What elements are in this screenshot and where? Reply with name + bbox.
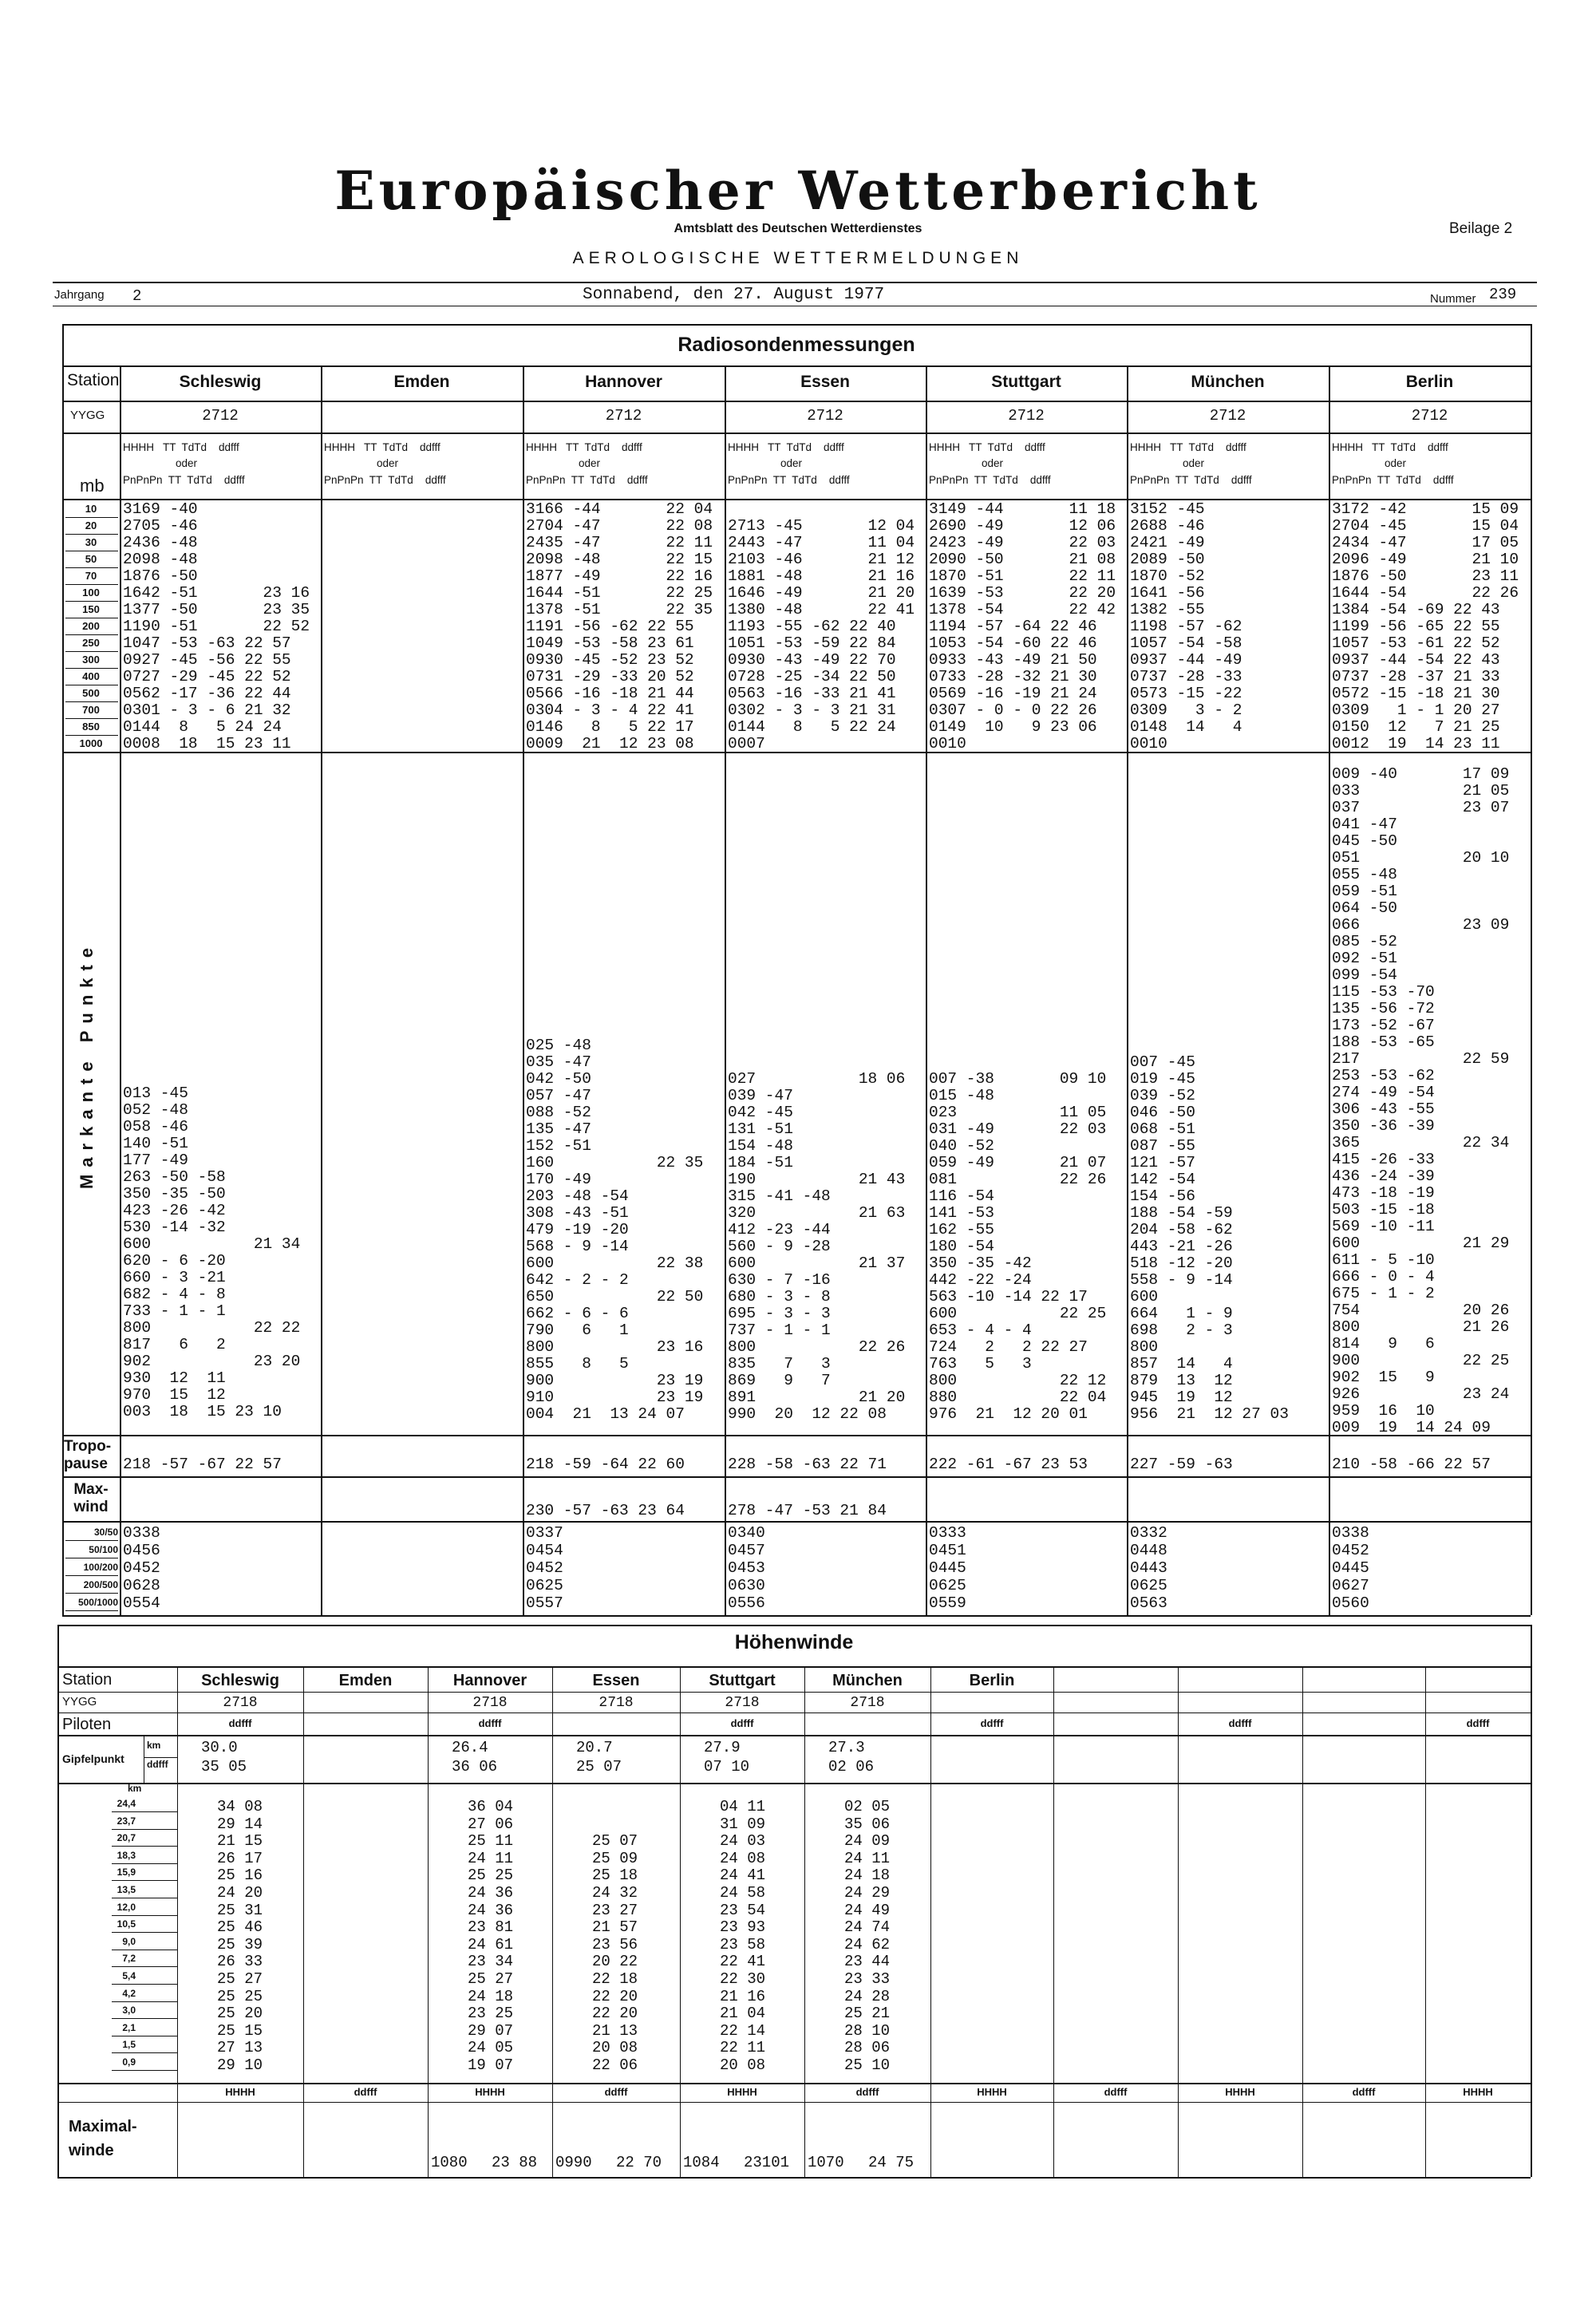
gipfel-ddfff: 35 05 <box>201 1758 247 1776</box>
level-label: 20 <box>85 519 97 531</box>
station-name: Berlin <box>1405 373 1454 391</box>
tropopause: 228 -58 -63 22 71 <box>728 1456 887 1473</box>
marked-points: 007 -38 09 10 015 -48 023 11 05 031 -49 22 03 040 -52 059 -49 21 07 081 22 26 116 -54 141 -53 162 -55 180 -54 350 -35 -42 442 -22 -24 563 -10 -14 22 17 600 22 25 653 - 4 - 4 724 2 2 22 27 763 5 3 800 22 12 880 22 04 976 21 12 20 01 <box>929 1070 1107 1423</box>
maximalwinde-label: Maximal- winde <box>69 2118 137 2159</box>
wind-shear: 0338 0452 0445 0627 0560 <box>1332 1524 1369 1612</box>
rule <box>57 1625 59 2177</box>
col-head-top: HHHH TT TdTd ddfff <box>1332 441 1448 453</box>
level-label: 50 <box>85 553 97 565</box>
shear-label: 500/1000 <box>77 1597 118 1608</box>
level-label: 500 <box>82 687 100 699</box>
rule <box>552 1666 553 2177</box>
wind-values: 25 07 25 09 25 18 24 32 23 27 21 57 23 56 20 22 22 18 22 20 22 20 21 13 20 08 22 06 <box>592 1832 638 2074</box>
km-label: km <box>128 1783 142 1794</box>
tropopause: 222 -61 -67 23 53 <box>929 1456 1088 1473</box>
level-label: 150 <box>82 603 100 615</box>
beilage-label: Beilage 2 <box>1449 220 1513 237</box>
col-head-top: HHHH TT TdTd ddfff <box>1130 441 1246 453</box>
wind-station-name: Schleswig <box>201 1672 279 1689</box>
jahrgang-label: Jahrgang <box>54 288 105 302</box>
station-yygg: 2712 <box>807 407 843 425</box>
station-yygg: 2712 <box>1411 407 1448 425</box>
level-label: 200 <box>82 620 100 632</box>
col-head-top: HHHH TT TdTd ddfff <box>526 441 642 453</box>
wind-station-name: Emden <box>338 1672 393 1689</box>
rule <box>57 2083 1531 2084</box>
gipfel-km: 27.3 <box>828 1739 865 1756</box>
rule <box>120 365 121 1615</box>
rule <box>65 1610 118 1611</box>
nummer-value: 239 <box>1489 286 1517 303</box>
rule <box>62 1435 1531 1436</box>
gipfel-ddfff: 36 06 <box>452 1758 498 1776</box>
piloten-ddfff: ddfff <box>730 1717 754 1729</box>
maxwind-col-head: ddfff <box>1104 2086 1128 2098</box>
rule <box>1329 365 1330 1615</box>
wind-level: 15,9 <box>117 1867 136 1878</box>
rule <box>62 499 1531 500</box>
rule <box>62 365 1531 367</box>
rule <box>1425 1666 1426 2177</box>
col-head-oder: oder <box>176 457 198 469</box>
wind-station-name: Essen <box>592 1672 640 1689</box>
tropopause: 218 -57 -67 22 57 <box>123 1456 282 1473</box>
gipfel-km: 20.7 <box>576 1739 613 1756</box>
col-head-bot: PnPnPn TT TdTd ddfff <box>929 474 1051 486</box>
tropopause: 227 -59 -63 <box>1130 1456 1233 1473</box>
maxwind: 230 -57 -63 23 64 <box>526 1502 685 1519</box>
col-head-oder: oder <box>1183 457 1205 469</box>
maxwind-hhhh: 1084 <box>683 2154 720 2171</box>
std-levels: 3169 -40 2705 -46 2436 -48 2098 -48 1876 -50 1642 -51 23 16 1377 -50 23 35 1190 -51 22 52 1047 -53 -63 22 57 0927 -45 -56 22 55 0727 -29 -45 22 52 0562 -17 -36 22 44 0301 - 3 - 6 21 32 0144 8 5 24 24 0008 18 15 23 11 <box>123 500 310 753</box>
std-levels: 3149 -44 11 18 2690 -49 12 06 2423 -49 22 03 2090 -50 21 08 1870 -51 22 11 1639 -53 22 20 1378 -54 22 42 1194 -57 -64 22 46 1053 -54 -60 22 46 0933 -43 -49 21 50 0733 -28 -32 21 30 0569 -16 -19 21 24 0307 - 0 - 0 22 26 0149 10 9 23 06 0010 <box>929 500 1116 753</box>
station-label: Station <box>67 371 120 389</box>
col-head-oder: oder <box>982 457 1004 469</box>
wind-station-yygg: 2718 <box>850 1695 885 1711</box>
gipfel-ddfff: 25 07 <box>576 1758 622 1776</box>
level-label: 70 <box>85 570 97 582</box>
wind-shear: 0337 0454 0452 0625 0557 <box>526 1524 563 1612</box>
col-head-top: HHHH TT TdTd ddfff <box>929 441 1045 453</box>
rule <box>177 1666 178 2177</box>
rule <box>1302 1666 1303 2177</box>
hoehenwinde-title: Höhenwinde <box>734 1631 854 1653</box>
gipfel-ddfff-label: ddfff <box>147 1759 168 1770</box>
station-yygg: 2712 <box>1008 407 1045 425</box>
station-name: Essen <box>800 373 850 391</box>
wind-station-yygg: 2718 <box>598 1695 634 1711</box>
rule <box>1127 365 1128 1615</box>
rule <box>112 2070 177 2071</box>
tropopause: 210 -58 -66 22 57 <box>1332 1456 1491 1473</box>
tropopause-label: Tropo- pause <box>64 1438 112 1472</box>
maxwind-hhhh: 1070 <box>808 2154 844 2171</box>
rule <box>65 1575 118 1576</box>
col-head-oder: oder <box>1385 457 1407 469</box>
piloten-ddfff: ddfff <box>980 1717 1004 1729</box>
level-label: 850 <box>82 721 100 733</box>
col-head-top: HHHH TT TdTd ddfff <box>324 441 440 453</box>
maxwind-hhhh: 0990 <box>555 2154 592 2171</box>
piloten-label: Piloten <box>62 1716 112 1733</box>
maxwind-ddfff: 23 88 <box>492 2154 538 2171</box>
shear-label: 50/100 <box>89 1544 118 1555</box>
station-yygg: 2712 <box>605 407 642 425</box>
maxwind-col-head: ddfff <box>354 2086 377 2098</box>
wind-shear: 0333 0451 0445 0625 0559 <box>929 1524 966 1612</box>
station-name: Stuttgart <box>991 373 1061 391</box>
station-yygg: 2712 <box>1209 407 1246 425</box>
piloten-ddfff: ddfff <box>478 1717 502 1729</box>
wind-values: 36 04 27 06 25 11 24 11 25 25 24 36 24 36 23 81 24 61 23 34 25 27 24 18 23 25 29 07 24 05 19 07 <box>468 1798 514 2074</box>
shear-label: 100/200 <box>83 1562 118 1573</box>
col-head-oder: oder <box>377 457 399 469</box>
wind-level: 1,5 <box>122 2039 136 2051</box>
wind-values: 02 05 35 06 24 09 24 11 24 18 24 29 24 49 24 74 24 62 23 44 23 33 24 28 25 21 28 10 28 06 25 10 <box>844 1798 891 2074</box>
wind-station-name: Berlin <box>969 1672 1015 1689</box>
wind-level: 18,3 <box>117 1849 136 1861</box>
gipfel-km: 26.4 <box>452 1739 488 1756</box>
level-label: 100 <box>82 587 100 598</box>
col-head-top: HHHH TT TdTd ddfff <box>123 441 239 453</box>
std-levels: 2713 -45 12 04 2443 -47 11 04 2103 -46 21 12 1881 -48 21 16 1646 -49 21 20 1380 -48 22 41 1193 -55 -62 22 40 1051 -53 -59 22 84 0930 -43 -49 22 70 0728 -25 -34 22 50 0563 -16 -33 21 41 0302 - 3 - 3 21 31 0144 8 5 22 24 0007 <box>728 517 915 753</box>
gipfel-km-label: km <box>147 1740 161 1751</box>
rule <box>62 324 1531 326</box>
gipfel-km: 30.0 <box>201 1739 238 1756</box>
wind-station-label: Station <box>62 1671 113 1689</box>
wind-level: 10,5 <box>117 1918 136 1930</box>
maxwind-col-head: HHHH <box>727 2086 757 2098</box>
rule <box>62 324 64 1615</box>
maxwind-col-head: ddfff <box>855 2086 879 2098</box>
col-head-bot: PnPnPn TT TdTd ddfff <box>324 474 446 486</box>
issue-date: Sonnabend, den 27. August 1977 <box>583 286 885 304</box>
wind-level: 7,2 <box>122 1953 136 1965</box>
wind-values: 34 08 29 14 21 15 26 17 25 16 24 20 25 31 25 46 25 39 26 33 25 27 25 25 25 20 25 15 27 13 29 10 <box>217 1798 263 2074</box>
col-head-bot: PnPnPn TT TdTd ddfff <box>1130 474 1252 486</box>
wind-station-name: Hannover <box>452 1672 527 1689</box>
wind-station-name: München <box>832 1672 903 1689</box>
rule <box>65 1593 118 1594</box>
rule <box>57 2177 1531 2179</box>
marked-points: 025 -48 035 -47 042 -50 057 -47 088 -52 135 -47 152 -51 160 22 35 170 -49 203 -48 -54 308 -43 -51 479 -19 -20 568 - 9 -14 600 22 38 642 - 2 - 2 650 22 50 662 - 6 - 6 790 6 1 800 23 16 855 8 5 900 23 19 910 23 19 004 21 13 24 07 <box>526 1037 704 1423</box>
col-head-top: HHHH TT TdTd ddfff <box>728 441 844 453</box>
level-label: 700 <box>82 704 100 716</box>
rule <box>930 1666 931 2177</box>
gipfel-km: 27.9 <box>704 1739 741 1756</box>
piloten-ddfff: ddfff <box>1228 1717 1252 1729</box>
maxwind-ddfff: 23101 <box>744 2154 790 2171</box>
level-label: 400 <box>82 670 100 682</box>
tropopause: 218 -59 -64 22 60 <box>526 1456 685 1473</box>
rule <box>62 1615 1531 1617</box>
piloten-ddfff: ddfff <box>1466 1717 1490 1729</box>
wind-level: 12,0 <box>117 1901 136 1913</box>
level-label: 1000 <box>79 737 103 749</box>
wind-station-yygg: 2718 <box>472 1695 508 1711</box>
marked-points: 007 -45 019 -45 039 -52 046 -50 068 -51 087 -55 121 -57 142 -54 154 -56 188 -54 -59 204 -58 -62 443 -21 -26 518 -12 -20 558 - 9 -14 600 664 1 - 9 698 2 - 3 800 857 14 4 879 13 12 945 19 12 956 21 12 27 03 <box>1130 1053 1289 1423</box>
maxwind-col-head: HHHH <box>475 2086 505 2098</box>
rule <box>523 365 524 1615</box>
gipfel-ddfff: 07 10 <box>704 1758 750 1776</box>
rule <box>62 433 1531 434</box>
wind-level: 9,0 <box>122 1935 136 1947</box>
rule <box>57 1692 1531 1693</box>
maxwind-col-head: ddfff <box>604 2086 628 2098</box>
rule <box>57 1666 1531 1668</box>
page-title: Europäischer Wetterbericht <box>334 160 1262 222</box>
marked-points: 027 18 06 039 -47 042 -45 131 -51 154 -48 184 -51 190 21 43 315 -41 -48 320 21 63 412 -23 -44 560 - 9 -28 600 21 37 630 - 7 -16 680 - 3 - 8 695 - 3 - 3 737 - 1 - 1 800 22 26 835 7 3 869 9 7 891 21 20 990 20 12 22 08 <box>728 1070 906 1423</box>
wind-level: 20,7 <box>117 1832 136 1844</box>
maxwind-label: Max- wind <box>73 1481 109 1515</box>
wind-shear: 0340 0457 0453 0630 0556 <box>728 1524 765 1612</box>
std-levels: 3166 -44 22 04 2704 -47 22 08 2435 -47 22 11 2098 -48 22 15 1877 -49 22 16 1644 -51 22 25 1378 -51 22 35 1191 -56 -62 22 55 1049 -53 -58 23 61 0930 -45 -52 23 52 0731 -29 -33 20 52 0566 -16 -18 21 44 0304 - 3 - 4 22 41 0146 8 5 22 17 0009 21 12 23 08 <box>526 500 713 753</box>
mb-label: mb <box>80 476 105 496</box>
rule <box>303 1666 304 2177</box>
wind-level: 23,7 <box>117 1815 136 1827</box>
gipfel-label: Gipfelpunkt <box>62 1752 124 1765</box>
col-head-bot: PnPnPn TT TdTd ddfff <box>123 474 245 486</box>
maxwind-col-head: HHHH <box>1463 2086 1493 2098</box>
level-label: 30 <box>85 536 97 548</box>
wind-values: 04 11 31 09 24 03 24 08 24 41 24 58 23 54 23 93 23 58 22 41 22 30 21 16 21 04 22 14 22 11 20 08 <box>720 1798 766 2074</box>
rule <box>65 752 118 753</box>
std-levels: 3152 -45 2688 -46 2421 -49 2089 -50 1870 -52 1641 -56 1382 -55 1198 -57 -62 1057 -54 -58 0937 -44 -49 0737 -28 -33 0573 -15 -22 0309 3 - 2 0148 14 4 0010 <box>1130 500 1242 753</box>
rule <box>57 1783 1531 1784</box>
wind-shear: 0338 0456 0452 0628 0554 <box>123 1524 160 1612</box>
nummer-label: Nummer <box>1430 292 1476 306</box>
radiosonde-title: Radiosondenmessungen <box>678 334 915 356</box>
rule <box>321 365 322 1615</box>
wind-level: 0,9 <box>122 2056 136 2068</box>
shear-label: 30/50 <box>93 1527 118 1538</box>
maxwind-ddfff: 24 75 <box>868 2154 915 2171</box>
rule <box>57 2102 1531 2103</box>
maxwind-hhhh: 1080 <box>431 2154 468 2171</box>
rule <box>804 1666 805 2177</box>
col-head-bot: PnPnPn TT TdTd ddfff <box>728 474 850 486</box>
level-label: 300 <box>82 654 100 666</box>
rule <box>1531 324 1532 1615</box>
rule <box>57 1735 1531 1736</box>
level-label: 10 <box>85 503 97 515</box>
rule <box>1053 1666 1054 2177</box>
wind-shear: 0332 0448 0443 0625 0563 <box>1130 1524 1167 1612</box>
col-head-oder: oder <box>780 457 803 469</box>
wind-level: 5,4 <box>122 1970 136 1981</box>
station-name: Schleswig <box>179 373 262 391</box>
wind-level: 2,1 <box>122 2021 136 2033</box>
wind-level: 3,0 <box>122 2005 136 2017</box>
col-head-oder: oder <box>579 457 601 469</box>
jahrgang-value: 2 <box>132 287 142 305</box>
wind-level: 24,4 <box>117 1798 136 1809</box>
rule <box>65 1540 118 1541</box>
station-name: Emden <box>393 373 450 391</box>
station-yygg: 2712 <box>202 407 239 425</box>
rule <box>428 1666 429 2177</box>
marked-points-label: Markante Punkte <box>77 940 97 1189</box>
level-label: 250 <box>82 637 100 649</box>
gipfel-ddfff: 02 06 <box>828 1758 875 1776</box>
subtitle: Amtsblatt des Deutschen Wetterdienstes <box>674 222 922 235</box>
rule <box>725 365 726 1615</box>
yygg-label: YYGG <box>70 409 105 422</box>
col-head-bot: PnPnPn TT TdTd ddfff <box>526 474 648 486</box>
station-name: Hannover <box>585 373 662 391</box>
maxwind-col-head: ddfff <box>1352 2086 1376 2098</box>
wind-level: 13,5 <box>117 1884 136 1895</box>
maxwind-col-head: HHHH <box>225 2086 255 2098</box>
rule <box>1178 1666 1179 2177</box>
section-title: AEROLOGISCHE WETTERMELDUNGEN <box>572 249 1024 267</box>
maxwind-ddfff: 22 70 <box>616 2154 662 2171</box>
shear-label: 200/500 <box>83 1579 118 1590</box>
rule <box>62 401 1531 402</box>
maxwind-col-head: HHHH <box>1225 2086 1255 2098</box>
wind-yygg-label: YYGG <box>62 1695 97 1709</box>
marked-points: 009 -40 17 09 033 21 05 037 23 07 041 -47 045 -50 051 20 10 055 -48 059 -51 064 -50 066 23 09 085 -52 092 -51 099 -54 115 -53 -70 135 -56 -72 173 -52 -67 188 -53 -65 217 22 59 253 -53 -62 274 -49 -54 306 -43 -55 350 -36 -39 365 22 34 415 -26 -33 436 -24 -39 473 -18 -19 503 -15 -18 569 -10 -11 600 21 29 611 - 5 -10 666 - 0 - 4 675 - 1 - 2 754 20 26 800 21 26 814 9 6 900 22 25 902 15 9 926 23 24 959 16 10 009 19 14 24 09 <box>1332 765 1510 1436</box>
rule <box>926 365 927 1615</box>
marked-points: 013 -45 052 -48 058 -46 140 -51 177 -49 263 -50 -58 350 -35 -50 423 -26 -42 530 -14 -32 600 21 34 620 - 6 -20 660 - 3 -21 682 - 4 - 8 733 - 1 - 1 800 22 22 817 6 2 902 23 20 930 12 11 970 15 12 003 18 15 23 10 <box>123 1084 301 1420</box>
rule <box>144 1757 177 1758</box>
std-levels: 3172 -42 15 09 2704 -45 15 04 2434 -47 17 05 2096 -49 21 10 1876 -50 23 11 1644 -54 22 26 1384 -54 -69 22 43 1199 -56 -65 22 55 1057 -53 -61 22 52 0937 -44 -54 22 43 0737 -28 -37 21 33 0572 -15 -18 21 30 0309 1 - 1 20 27 0150 12 7 21 25 0012 19 14 23 11 <box>1332 500 1519 753</box>
rule <box>1531 1625 1532 2177</box>
rule <box>62 1476 1531 1478</box>
wind-station-yygg: 2718 <box>725 1695 760 1711</box>
piloten-ddfff: ddfff <box>228 1717 252 1729</box>
station-name: München <box>1191 373 1265 391</box>
wind-level: 4,2 <box>122 1987 136 1999</box>
wind-station-name: Stuttgart <box>709 1672 776 1689</box>
maxwind-col-head: HHHH <box>977 2086 1007 2098</box>
rule <box>57 1625 1531 1626</box>
wind-station-yygg: 2718 <box>223 1695 258 1711</box>
maxwind: 278 -47 -53 21 84 <box>728 1502 887 1519</box>
col-head-bot: PnPnPn TT TdTd ddfff <box>1332 474 1454 486</box>
rule <box>680 1666 681 2177</box>
